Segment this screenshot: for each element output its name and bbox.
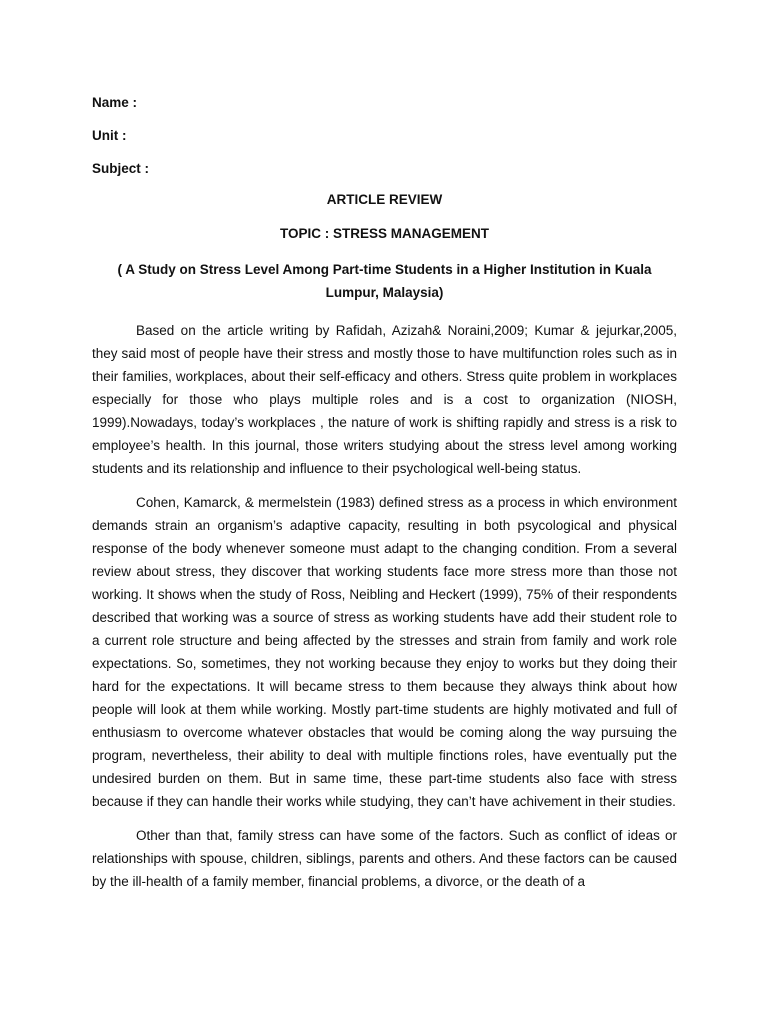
body-paragraph-2: Cohen, Kamarck, & mermelstein (1983) defined stress as a process in which environment demands strain an organism’s adaptive capacity, resulting in both psycological and physical response of the body whenever someone must adapt to the changing condition. From a several review about stress, they discover that working students face more stress more than those not working. It shows when the study of Ross, Neibling and Heckert (1999), 75% of their respondents described that working was a source of stress as working students have add their student role to a current role structure and being affected by the stresses and strain from family and work role expectations. So, sometimes, they not working because they enjoy to works but they doing their hard for the expectations. It will became stress to them because they always think about how people will look at them while working. Mostly part-time students are highly motivated and full of enthusiasm to overcome whatever obstacles that would be coming along the way pursuing the program, nevertheless, their ability to deal with multiple finctions roles, have eventually put the undesired burden on them. But in same time, these part-time students also face with stress because if they can handle their works while studying, they can’t have achivement in their studies. [92, 495, 677, 809]
unit-field-label: Unit : [92, 128, 127, 143]
subject-field-label: Subject : [92, 161, 150, 176]
article-type-heading: ARTICLE REVIEW [326, 192, 443, 207]
document-page [92, 86, 677, 1016]
name-field-label: Name : [92, 95, 138, 110]
article-subtitle: ( A Study on Stress Level Among Part-time Students in a Higher Institution in Kuala Lumpur, Malaysia) [117, 262, 652, 300]
body-paragraph-3: Other than that, family stress can have some of the factors. Such as conflict of ideas or relationships with spouse, children, siblings, parents and others. And these factors can be caused by the ill-health of a family member, financial problems, a divorce, or the death of a [92, 828, 677, 889]
topic-heading: TOPIC : STRESS MANAGEMENT [279, 226, 489, 241]
body-paragraph-1: Based on the article writing by Rafidah, Azizah& Noraini,2009; Kumar & jejurkar,2005, they said most of people have their stress and mostly those to have multifunction roles such as in their families, workplaces, about their self-efficacy and others. Stress quite problem in workplaces especially for those who plays multiple roles and is a cost to organization (NIOSH, 1999).Nowadays, today’s workplaces , the nature of work is shifting rapidly and stress is a risk to employee’s health. In this journal, those writers studying about the stress level among working students and its relationship and influence to their psychological well-being status. [92, 323, 677, 476]
